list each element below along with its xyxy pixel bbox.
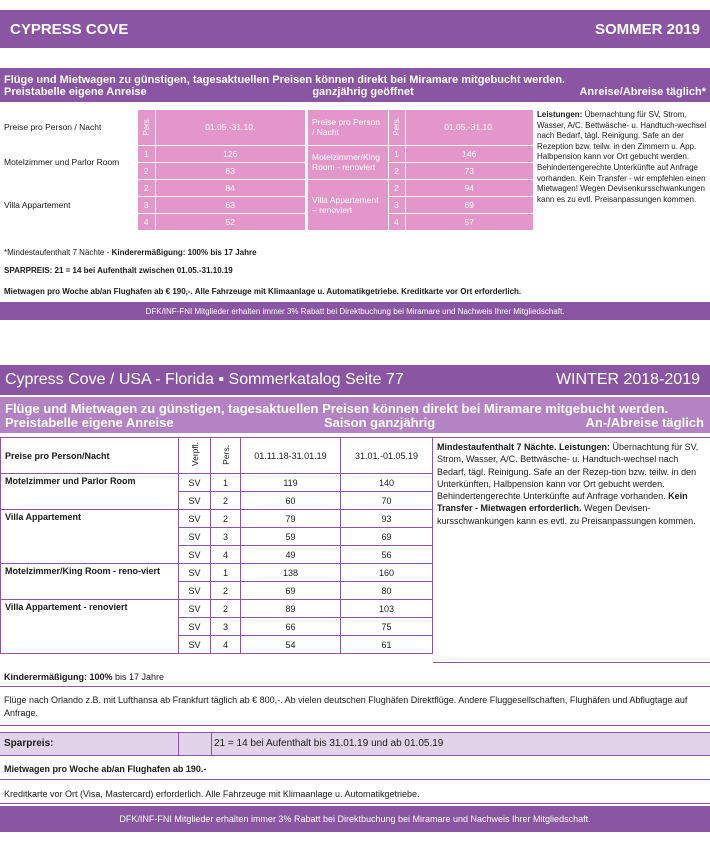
summer-price: 84	[155, 179, 305, 196]
winter-header	[0, 397, 710, 433]
winter-cell-price-2: 70	[341, 492, 433, 510]
winter-info-text-1: Übernachtung für SV, Strom, Wasser, A/C. Bettwäsche- u. Handtuch-wechsel nach Bedarf, tägl. Reinigung. Safe an der Rezep-tion bzw. teilw. in den Unterkünften, Halbpension kann vor Ort gebucht werden. Behindertengerechte Unterkünfte auf Anfrage vorhanden.	[437, 442, 699, 502]
summer-pers: 2	[138, 179, 155, 196]
summer-pers: 4	[388, 213, 405, 230]
winter-cell-pers: 2	[211, 582, 241, 600]
winter-pers-label: Pers.	[220, 444, 231, 465]
winter-info-leist: Leistungen:	[556, 442, 611, 452]
summer-price: 73	[405, 162, 533, 179]
summer-headline: Flüge und Mietwagen zu günstigen, tagesaktuellen Preisen können direkt bei Miramare mitgebucht werden.	[4, 74, 566, 86]
summer-subhead-left: Preistabelle eigene Anreise	[4, 86, 147, 98]
winter-period-2: 31.01.-01.05.19	[341, 438, 433, 474]
winter-cell-pers: 3	[211, 528, 241, 546]
winter-cell-pers: 4	[211, 636, 241, 654]
winter-child-text: bis 17 Jahre	[112, 672, 165, 682]
summer-price: 63	[155, 196, 305, 213]
summer-sparpreis: SPARPREIS: 21 = 14 bei Aufenthalt zwischen 01.05.-31.10.19	[4, 266, 233, 275]
winter-spar-text: 21 = 14 bei Aufenthalt bis 31.01.19 und ab 01.05.19	[214, 738, 444, 749]
summer-price: 126	[155, 145, 305, 162]
summer-min-stay: *Mindestaufenthalt 7 Nächte -	[4, 248, 112, 257]
winter-cell-pers: 3	[211, 618, 241, 636]
summer-price: 69	[405, 196, 533, 213]
summer-pers: 3	[138, 196, 155, 213]
summer-subhead-center: ganzjährig geöffnet	[312, 86, 414, 98]
winter-services-info	[437, 441, 707, 527]
winter-title: Cypress Cove / USA - Florida ▪ Sommerkatalog Seite 77	[5, 371, 404, 388]
winter-cell-price-2: 80	[341, 582, 433, 600]
winter-cell-price-1: 60	[241, 492, 341, 510]
winter-subhead-right: An-/Abreise täglich	[585, 415, 704, 430]
winter-season: WINTER 2018-2019	[555, 371, 700, 388]
summer-pers-label: Pers.	[141, 116, 151, 136]
winter-cell-verpfl: SV	[179, 564, 211, 582]
winter-footer	[0, 806, 710, 832]
summer-header	[0, 68, 710, 102]
winter-cell-pers: 1	[211, 564, 241, 582]
winter-cell-price-2: 160	[341, 564, 433, 582]
summer-period: 01.05.-31.10.	[155, 110, 305, 145]
winter-cell-verpfl: SV	[179, 600, 211, 618]
winter-cell-pers: 2	[211, 600, 241, 618]
winter-cell-verpfl: SV	[179, 492, 211, 510]
summer-price: 94	[405, 179, 533, 196]
winter-col-label: Preise pro Person/Nacht	[1, 438, 179, 474]
summer-price: 63	[155, 162, 305, 179]
winter-info-text-2: Wegen Devisen-kursschwankungen kann es evtl. zu Preisanpassungen kommen.	[437, 503, 696, 526]
winter-cell-verpfl: SV	[179, 636, 211, 654]
winter-period-1: 01.11.18-31.01.19	[241, 438, 341, 474]
winter-cell-price-2: 93	[341, 510, 433, 528]
winter-price-table	[0, 437, 433, 654]
summer-info-label: Leistungen:	[537, 110, 583, 119]
winter-cell-price-1: 54	[241, 636, 341, 654]
summer-child-discount: Kinderermäßigung: 100% bis 17 Jahre	[111, 248, 257, 257]
summer-col-label: Preise pro Person / Nacht	[308, 110, 388, 145]
summer-subhead-right: Anreise/Abreise täglich*	[579, 86, 706, 98]
winter-room-name: Villa Appartement - renoviert	[1, 600, 179, 654]
winter-cell-pers: 1	[211, 474, 241, 492]
winter-child-line	[0, 667, 710, 687]
winter-room-name: Motelzimmer und Parlor Room	[1, 474, 179, 510]
winter-room-name: Motelzimmer/King Room - reno-viert	[1, 564, 179, 600]
winter-subhead-center: Saison ganzjährig	[323, 415, 436, 430]
summer-price-table-right	[308, 110, 533, 230]
winter-cell-verpfl: SV	[179, 546, 211, 564]
winter-cell-verpfl: SV	[179, 528, 211, 546]
winter-cell-price-1: 66	[241, 618, 341, 636]
summer-footer	[0, 302, 710, 320]
winter-cell-price-1: 89	[241, 600, 341, 618]
summer-price: 57	[405, 213, 533, 230]
summer-info-text: Übernachtung für SV, Strom, Wasser, A/C. Bettwäsche- u. Handtuch-wechsel nach Bedarf, tägl. Reinigung. Safe an der Rezeption bzw. teilw. in den Zimmern u. App. Halbpension kann vor Ort gebucht werden. Behindertengerechte Unterkünfte auf Anfrage vorhanden. Kein Transfer - wir empfehlen einen Mietwagen! Wegen Devisenkursschwankungen kann es zu evtl. Preisanpassungen kommen.	[537, 110, 707, 204]
winter-cell-verpfl: SV	[179, 618, 211, 636]
winter-cell-pers: 2	[211, 510, 241, 528]
winter-title-bar	[0, 365, 710, 395]
summer-pers: 1	[138, 145, 155, 162]
winter-cell-verpfl: SV	[179, 474, 211, 492]
winter-cell-price-1: 79	[241, 510, 341, 528]
summer-season: SOMMER 2019	[594, 20, 700, 38]
winter-child-bold: Kinderermäßigung: 100%	[4, 672, 113, 682]
winter-cell-price-1: 69	[241, 582, 341, 600]
summer-room-name: Villa Appartement – renoviert	[308, 179, 388, 230]
winter-cell-price-2: 75	[341, 618, 433, 636]
winter-car-rental: Mietwagen pro Woche ab/an Flughafen ab 190.-	[0, 758, 710, 780]
summer-title-bar	[0, 10, 710, 48]
summer-car-rental: Mietwagen pro Woche ab/an Flughafen ab € 190,-. Alle Fahrzeuge mit Klimaanlage u. Automatikgetriebe. Kreditkarte vor Ort erforderlich.	[4, 287, 522, 296]
summer-price: 146	[405, 145, 533, 162]
winter-cell-price-1: 59	[241, 528, 341, 546]
winter-info-min: Mindestaufenthalt 7 Nächte.	[437, 442, 557, 452]
summer-note-line	[0, 244, 710, 262]
winter-cell-pers: 4	[211, 546, 241, 564]
winter-cell-verpfl: SV	[179, 510, 211, 528]
winter-info-transfer: Kein Transfer - Mietwagen erforderlich.	[437, 491, 688, 514]
winter-sparpreis-row	[0, 732, 710, 756]
summer-price-table-left	[0, 110, 305, 230]
summer-col-label: Preise pro Person / Nacht	[0, 110, 138, 145]
summer-room-name: Motelzimmer/King Room - renoviert	[308, 145, 388, 179]
winter-cell-price-2: 56	[341, 546, 433, 564]
winter-cell-price-2: 140	[341, 474, 433, 492]
winter-spar-label: Sparpreis:	[4, 738, 54, 749]
winter-room-name: Villa Appartement	[1, 510, 179, 564]
summer-pers-label: Pers.	[392, 116, 401, 136]
summer-price: 52	[155, 213, 305, 230]
winter-flights: Flüge nach Orlando z.B. mit Lufthansa ab Frankfurt täglich ab € 800,-. Ab vielen deutschen Flughäfen Direktflüge. Andere Fluggesellschaften, Flughäfen und Abflugtage auf Anfrage.	[0, 690, 710, 726]
winter-cell-price-2: 103	[341, 600, 433, 618]
summer-pers: 4	[138, 213, 155, 230]
winter-headline: Flüge und Mietwagen zu günstigen, tagesaktuellen Preisen können direkt bei Miramare mitgebucht werden.	[5, 401, 669, 416]
winter-credit-card: Kreditkarte vor Ort (Visa, Mastercard) erforderlich. Alle Fahrzeuge mit Klimaanlage u. Automatikgetriebe.	[0, 784, 710, 804]
winter-cell-price-2: 69	[341, 528, 433, 546]
winter-cell-price-2: 61	[341, 636, 433, 654]
summer-hotel-name: CYPRESS COVE	[10, 20, 129, 38]
winter-subhead-left: Preistabelle eigene Anreise	[5, 415, 174, 430]
winter-cell-price-1: 49	[241, 546, 341, 564]
summer-pers: 2	[138, 162, 155, 179]
summer-pers: 2	[388, 179, 405, 196]
summer-room-name: Motelzimmer und Parlor Room	[4, 157, 120, 168]
summer-services-info	[537, 110, 707, 205]
winter-verpfl-label: Verpfl.	[189, 442, 200, 467]
summer-room-name: Villa Appartement	[4, 199, 71, 210]
summer-pers: 3	[388, 196, 405, 213]
winter-cell-price-1: 119	[241, 474, 341, 492]
summer-pers: 2	[388, 162, 405, 179]
winter-cell-price-1: 138	[241, 564, 341, 582]
summer-period: 01.05.-31.10.	[405, 110, 533, 145]
summer-pers: 1	[388, 145, 405, 162]
winter-cell-pers: 2	[211, 492, 241, 510]
summer-footer-text: DFK/INF-FNI Mitglieder erhalten immer 3% Rabatt bei Direktbuchung bei Miramare und Nachweis Ihrer Mitgliedschaft.	[145, 306, 565, 316]
winter-footer-text: DFK/INF-FNI Mitglieder erhalten immer 3% Rabatt bei Direktbuchung bei Miramare und Nachweis Ihrer Mitgliedschaft.	[119, 814, 591, 824]
winter-cell-verpfl: SV	[179, 582, 211, 600]
